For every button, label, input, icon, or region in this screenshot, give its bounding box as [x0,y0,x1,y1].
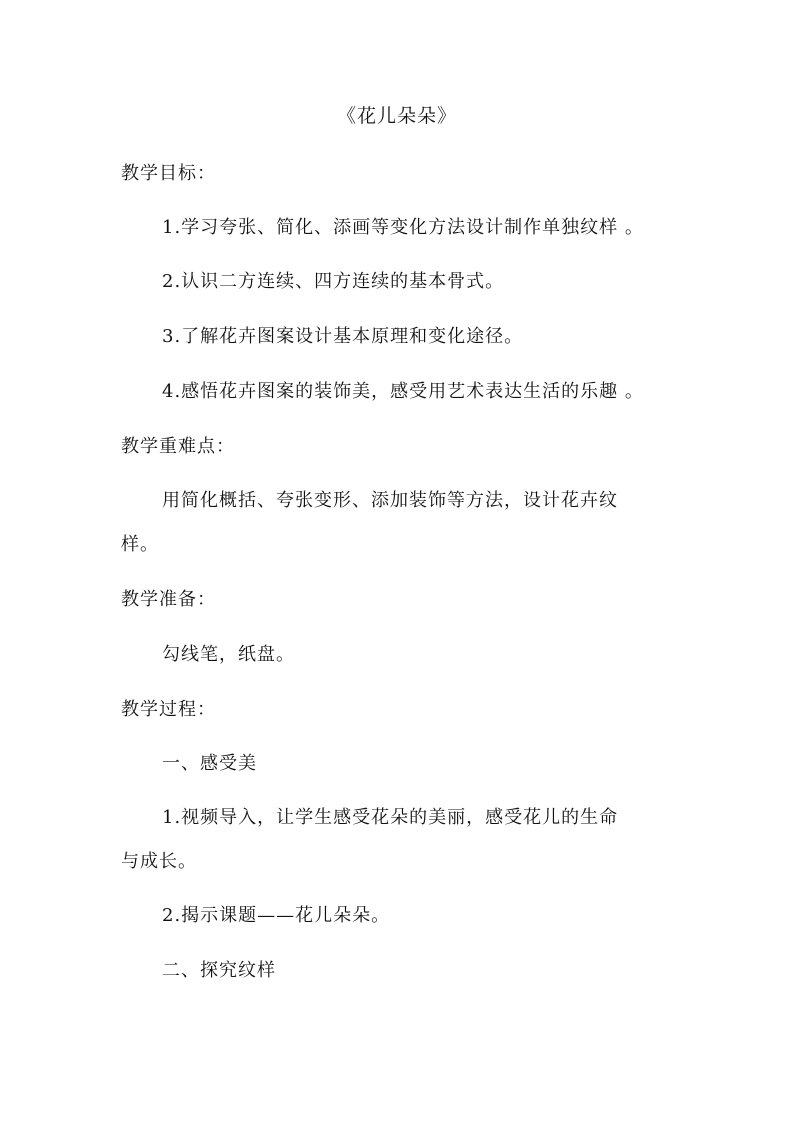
objective-item-1: 1.学习夸张、简化、添画等变化方法设计制作单独纹样 。 [162,217,644,238]
key-points-text-line-1: 用简化概括、夸张变形、添加装饰等方法，设计花卉纹 [162,490,618,511]
objective-item-3: 3.了解花卉图案设计基本原理和变化途径。 [162,326,524,347]
page-title: 《花儿朵朵》 [336,105,457,127]
step-1-item-1-line-1: 1.视频导入，让学生感受花朵的美丽，感受花儿的生命 [162,807,619,828]
preparation-heading: 教学准备： [121,589,216,610]
preparation-text: 勾线笔，纸盘。 [162,644,295,665]
objective-item-2: 2.认识二方连续、四方连续的基本骨式。 [162,271,505,292]
process-heading: 教学过程： [121,699,216,720]
step-1-heading: 一、感受美 [162,753,257,774]
key-points-text-line-2: 样。 [121,534,159,555]
key-points-heading: 教学重难点： [121,436,235,457]
objectives-heading: 教学目标： [121,163,216,184]
objective-item-4: 4.感悟花卉图案的装饰美，感受用艺术表达生活的乐趣 。 [162,381,644,402]
step-2-heading: 二、探究纹样 [162,960,276,981]
step-1-item-2: 2.揭示课题——花儿朵朵。 [162,905,391,926]
step-1-item-1-line-2: 与成长。 [121,851,197,872]
